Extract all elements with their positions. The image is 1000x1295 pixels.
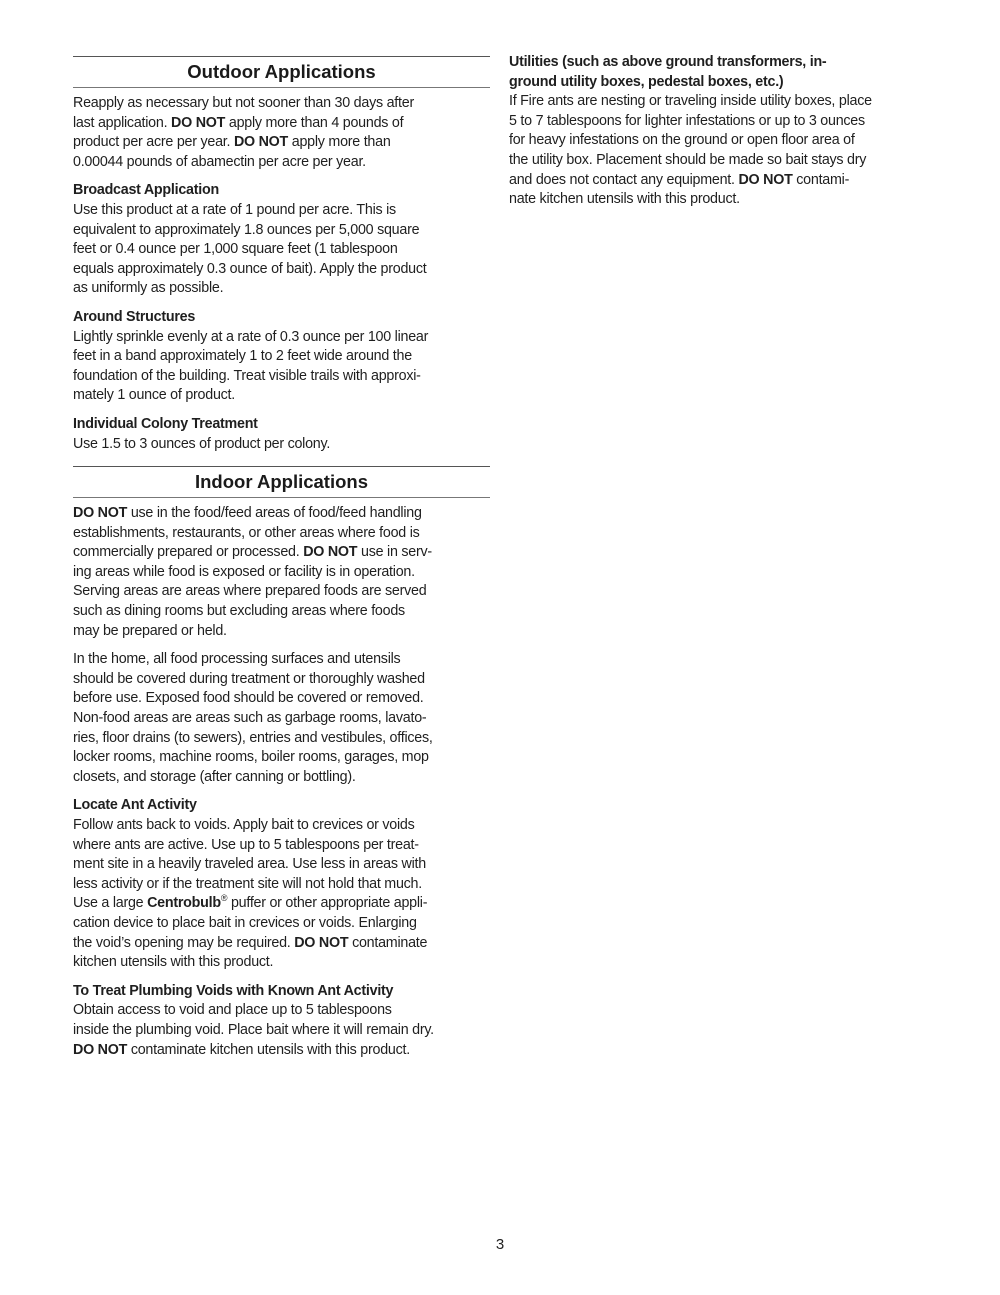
text-line: the utility box. Placement should be made so bait stays dry	[509, 151, 867, 168]
text-line: Serving areas are areas where prepared foods are served	[73, 583, 427, 600]
locate-ant-activity-section	[73, 796, 490, 972]
text-run: use in serv-	[357, 544, 432, 561]
do-not-warning: DO NOT	[233, 134, 289, 151]
indoor-applications-heading: Indoor Applications	[73, 466, 490, 498]
text-line	[73, 894, 490, 914]
individual-colony-section	[73, 415, 490, 454]
text-line: where ants are active. Use up to 5 tablespoons per treat-	[73, 836, 419, 853]
text-line: may be prepared or held.	[73, 622, 227, 639]
text-line	[73, 934, 490, 954]
section-subheading: Around Structures	[73, 308, 196, 325]
text-line: ment site in a heavily traveled area. Use less in areas with	[73, 856, 426, 873]
text-line	[73, 133, 490, 153]
product-name: Centrobulb	[147, 895, 221, 912]
text-line	[73, 543, 490, 563]
outdoor-intro-paragraph	[73, 94, 490, 172]
text-line: 5 to 7 tablespoons for lighter infestations or up to 3 ounces	[509, 112, 865, 129]
registered-mark: ®	[220, 893, 228, 904]
text-line: In the home, all food processing surfaces and utensils	[73, 651, 401, 668]
around-structures-section	[73, 308, 490, 406]
section-subheading: Individual Colony Treatment	[73, 415, 258, 432]
do-not-warning: DO NOT	[171, 114, 226, 131]
text-line: 0.00044 pounds of abamectin per acre per year.	[73, 153, 366, 170]
text-line: nate kitchen utensils with this product.	[509, 191, 740, 208]
text-line: Use 1.5 to 3 ounces of product per colony.	[73, 435, 331, 452]
text-run: last application.	[73, 114, 172, 131]
text-run: apply more than	[288, 134, 391, 151]
text-run: commercially prepared or processed.	[73, 544, 304, 561]
text-run: contami-	[792, 171, 850, 188]
do-not-warning: DO NOT	[73, 505, 128, 522]
text-line: kitchen utensils with this product.	[73, 954, 274, 971]
text-line: equals approximately 0.3 ounce of bait). Apply the product	[73, 260, 427, 277]
text-line: closets, and storage (after canning or bottling).	[73, 768, 356, 785]
indoor-home-paragraph	[73, 650, 490, 787]
text-run: contaminate kitchen utensils with this product.	[127, 1041, 410, 1058]
do-not-warning: DO NOT	[738, 171, 793, 188]
text-run: puffer or other appropriate appli-	[227, 895, 428, 912]
text-line: cation device to place bait in crevices or voids. Enlarging	[73, 914, 417, 931]
text-line: as uniformly as possible.	[73, 280, 224, 297]
text-line: Non-food areas are areas such as garbage rooms, lavato-	[73, 710, 427, 727]
utilities-section	[509, 53, 929, 210]
text-line: Lightly sprinkle evenly at a rate of 0.3 ounce per 100 linear	[73, 328, 429, 345]
text-line: establishments, restaurants, or other areas where food is	[73, 524, 420, 541]
text-line: equivalent to approximately 1.8 ounces per 5,000 square	[73, 221, 420, 238]
plumbing-voids-section	[73, 982, 490, 1060]
text-line: before use. Exposed food should be covered or removed.	[73, 690, 424, 707]
outdoor-applications-heading: Outdoor Applications	[73, 56, 490, 88]
text-line	[73, 1041, 490, 1061]
text-line: less activity or if the treatment site will not hold that much.	[73, 875, 422, 892]
broadcast-application-section	[73, 181, 490, 299]
text-line: such as dining rooms but excluding areas where foods	[73, 603, 405, 620]
text-line: ing areas while food is exposed or facility is in operation.	[73, 563, 415, 580]
right-column	[509, 53, 929, 219]
text-line: Obtain access to void and place up to 5 tablespoons	[73, 1002, 392, 1019]
text-line: Reapply as necessary but not sooner than 30 days after	[73, 95, 414, 111]
section-subheading: Utilities (such as above ground transformers, in-	[509, 54, 827, 70]
text-line: mately 1 ounce of product.	[73, 387, 235, 404]
indoor-restrictions-paragraph	[73, 504, 490, 641]
text-line	[73, 114, 490, 134]
do-not-warning: DO NOT	[73, 1041, 128, 1058]
page-number: 3	[495, 1236, 505, 1253]
text-line: inside the plumbing void. Place bait where it will remain dry.	[73, 1021, 434, 1038]
text-line	[73, 504, 490, 524]
text-run: and does not contact any equipment.	[509, 171, 739, 188]
text-line: feet in a band approximately 1 to 2 feet wide around the	[73, 348, 412, 365]
text-line: for heavy infestations on the ground or open floor area of	[509, 132, 855, 149]
left-column	[73, 54, 490, 1069]
text-run: apply more than 4 pounds of	[225, 114, 404, 131]
section-subheading: Broadcast Application	[73, 182, 219, 199]
text-run: contaminate	[348, 934, 428, 951]
text-run: product per acre per year.	[73, 134, 234, 151]
text-line: Follow ants back to voids. Apply bait to crevices or voids	[73, 817, 415, 833]
do-not-warning: DO NOT	[303, 544, 358, 561]
text-run: Use a large	[73, 895, 148, 912]
text-line: If Fire ants are nesting or traveling inside utility boxes, place	[509, 93, 872, 110]
text-line	[509, 171, 929, 191]
text-line: Use this product at a rate of 1 pound per acre. This is	[73, 201, 396, 218]
section-subheading: Locate Ant Activity	[73, 797, 197, 814]
do-not-warning: DO NOT	[294, 934, 349, 951]
text-line: foundation of the building. Treat visible trails with approxi-	[73, 367, 421, 384]
section-subheading: ground utility boxes, pedestal boxes, etc.)	[509, 73, 784, 90]
text-line: ries, floor drains (to sewers), entries and vestibules, offices,	[73, 729, 433, 746]
section-subheading: To Treat Plumbing Voids with Known Ant Activity	[73, 982, 394, 999]
text-line: locker rooms, machine rooms, boiler rooms, garages, mop	[73, 749, 429, 766]
text-run: use in the food/feed areas of food/feed handling	[127, 505, 422, 522]
text-line: feet or 0.4 ounce per 1,000 square feet (1 tablespoon	[73, 241, 398, 258]
text-line: should be covered during treatment or thoroughly washed	[73, 670, 425, 687]
text-run: the void’s opening may be required.	[73, 934, 295, 951]
